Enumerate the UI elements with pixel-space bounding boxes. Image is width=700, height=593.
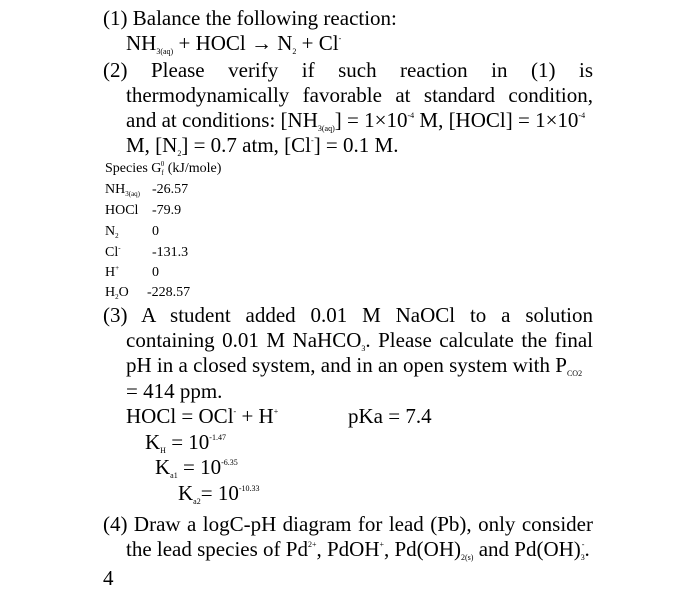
table-value: -228.57 [147, 285, 191, 300]
n2-text: N [277, 31, 293, 55]
table-row: Cl- [105, 244, 121, 260]
pka-value: pKa = 7.4 [348, 404, 432, 428]
cl-text: + Cl [301, 31, 339, 55]
q3-line-4: = 414 ppm. [126, 379, 223, 403]
q1-label: (1) Balance the following reaction: [103, 6, 397, 30]
table-value: 0 [152, 265, 159, 280]
table-row: H+ [105, 264, 120, 280]
kh-equation: $K_H = 10^{-1.47}$ [145, 430, 226, 455]
table-value: 0 [152, 224, 159, 239]
ka2-equation: $K_{a2}= 10^{-10.33}$ [178, 481, 260, 506]
n2-subscript: 2 [292, 47, 297, 56]
ka1-equation: $K_{a1} = 10^{-6.35}$ [155, 455, 238, 480]
q2-line-1: (2) Please verify if such reaction in (1) is [103, 58, 593, 82]
table-header: Species $G_f^0$ (kJ/mole) [105, 160, 222, 177]
hocl-equilibrium: HOCl = OCl- + H+ [126, 404, 279, 428]
q3-line-3: pH in a closed system, and in an open system with $P_{CO2}$ [126, 353, 583, 378]
table-value: -131.3 [152, 245, 189, 260]
cl-charge: - [338, 34, 342, 43]
q2-line-2: thermodynamically favorable at standard condition, [126, 83, 593, 107]
table-row: HOCl [105, 203, 139, 218]
table-row: $N_2$ [105, 224, 119, 240]
table-value: -79.9 [152, 203, 182, 218]
table-value: -26.57 [152, 182, 189, 197]
q4-line-1: (4) Draw a logC-pH diagram for lead (Pb), only consider [103, 512, 593, 536]
nh3-subscript: 3(aq) [156, 47, 174, 56]
q2-line-3: and at conditions: $[NH_{3(aq)}] = 1\times 10^{-4}$ M, [HOCl] = $1\times 10^{-4}$ [126, 108, 586, 133]
q3-line-2: containing 0.01 M NaHCO$_3$. Please calculate the final [126, 328, 593, 353]
reaction-arrow-icon: → [251, 31, 272, 55]
q2-line-4: M, $[N_2] = 0.7$ atm, [Cl-] = 0.1 M. [126, 133, 399, 158]
table-row: $H_2O$ [105, 285, 129, 301]
table-row: $NH_{3(aq)}$ [105, 182, 141, 198]
q3-line-1: (3) A student added 0.01 M NaOCl to a solution [103, 303, 593, 327]
q4-line-2: the lead species of $Pd^{2+}$, PdOH+, $Pd(OH)_{2(s)}$ and $Pd(OH)_3^-$. [126, 537, 590, 562]
nh3-text: NH [126, 31, 157, 55]
hocl-text: + HOCl [178, 31, 246, 55]
page-number: 4 [103, 566, 114, 590]
q1-reaction-equation [126, 31, 341, 55]
